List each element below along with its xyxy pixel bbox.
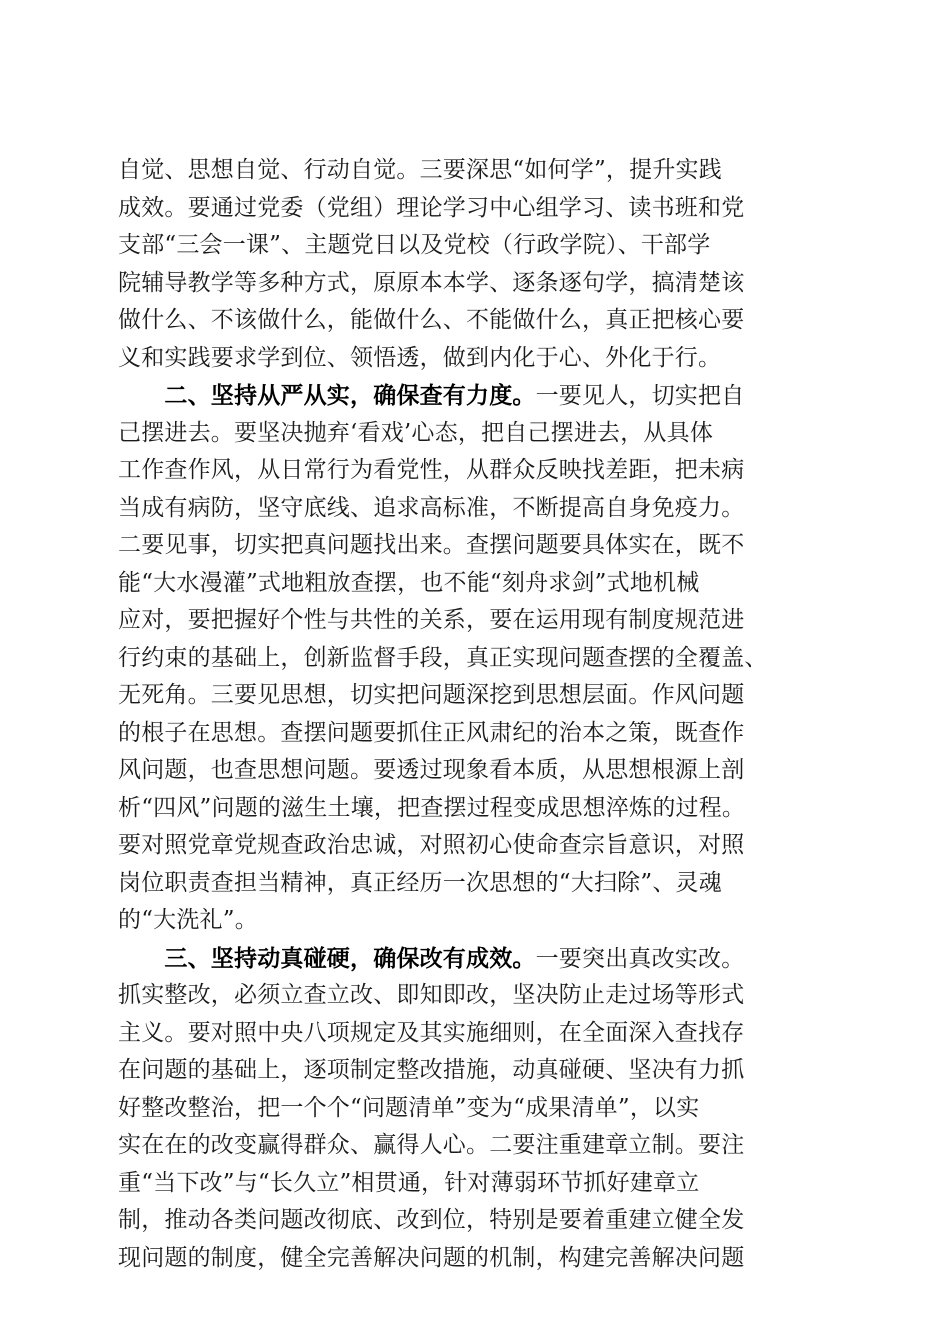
text-line: 己摆进去。要坚决抛弃‘看戏’心态，把自己摆进去，从具体 <box>118 419 714 446</box>
text-line: 实在在的改变赢得群众、赢得人心。二要注重建章立制。要注 <box>118 1132 745 1158</box>
text-line: 支部“三会一课”、主题党日以及党校（行政学院）、干部学 <box>118 232 711 258</box>
text-line: 工作查作风，从日常行为看党性，从群众反映找差距，把未病 <box>118 457 745 483</box>
text-line: 好整改整治，把一个个“问题清单”变为“成果清单”，以实 <box>118 1094 700 1121</box>
text-line: 主义。要对照中央八项规定及其实施细则，在全面深入查找存 <box>118 1019 745 1046</box>
text-line: 抓实整改，必须立查立改、即知即改，坚决防止走过场等形式 <box>118 982 745 1008</box>
text-line: 二要见事，切实把真问题找出来。查摆问题要具体实在，既不 <box>118 532 745 558</box>
text-line: 在问题的基础上，逐项制定整改措施，动真碰硬、坚决有力抓 <box>118 1057 745 1083</box>
text-line: 重“当下改”与“长久立”相贯通，针对薄弱环节抓好建章立 <box>118 1169 700 1196</box>
text-line: 制，推动各类问题改彻底、改到位，特别是要着重建立健全发 <box>118 1207 745 1233</box>
section-heading-3: 三、坚持动真碰硬，确保改有成效。 <box>164 944 536 972</box>
section-heading-line: 二、坚持从严从实，确保查有力度。一要见人，切实把自 <box>164 382 745 409</box>
document-body <box>118 152 838 1277</box>
text-line: 义和实践要求学到位、领悟透，做到内化于心、外化于行。 <box>118 344 722 371</box>
text-line: 能“大水漫灌”式地粗放查摆，也不能“刻舟求剑”式地机械 <box>118 569 700 596</box>
text-line: 无死角。三要见思想，切实把问题深挖到思想层面。作风问题 <box>118 682 745 708</box>
text-line: 应对，要把握好个性与共性的关系，要在运用现有制度规范进 <box>118 607 745 633</box>
text-line: 的根子在思想。查摆问题要抓住正风肃纪的治本之策，既查作 <box>118 719 745 746</box>
text-line: 现问题的制度，健全完善解决问题的机制，构建完善解决问题 <box>118 1244 745 1271</box>
text-line: 成效。要通过党委（党组）理论学习中心组学习、读书班和党 <box>118 194 745 221</box>
section-heading-line: 三、坚持动真碰硬，确保改有成效。一要突出真改实改。 <box>164 944 745 972</box>
text-line: 岗位职责查担当精神，真正经历一次思想的“大扫除”、灵魂 <box>118 869 722 896</box>
text-line: 析“四风”问题的滋生土壤，把查摆过程变成思想淬炼的过程。 <box>118 794 746 821</box>
section-heading-2: 二、坚持从严从实，确保查有力度。 <box>164 382 536 409</box>
text-line: 要对照党章党规查政治忠诚，对照初心使命查宗旨意识，对照 <box>118 832 745 858</box>
text-line: 做什么、不该做什么，能做什么、不能做什么，真正把核心要 <box>118 307 745 333</box>
text-line: 风问题，也查思想问题。要透过现象看本质，从思想根源上剖 <box>118 757 745 783</box>
text-line: 行约束的基础上，创新监督手段，真正实现问题查摆的全覆盖、 <box>118 644 768 671</box>
text-line: 的“大洗礼”。 <box>118 907 258 933</box>
text-line: 自觉、思想自觉、行动自觉。三要深思“如何学”，提升实践 <box>118 157 722 183</box>
text-line: 院辅导教学等多种方式，原原本本学、逐条逐句学，搞清楚该 <box>118 269 745 296</box>
text-line: 当成有病防，坚守底线、追求高标准，不断提高自身免疫力。 <box>118 494 745 521</box>
